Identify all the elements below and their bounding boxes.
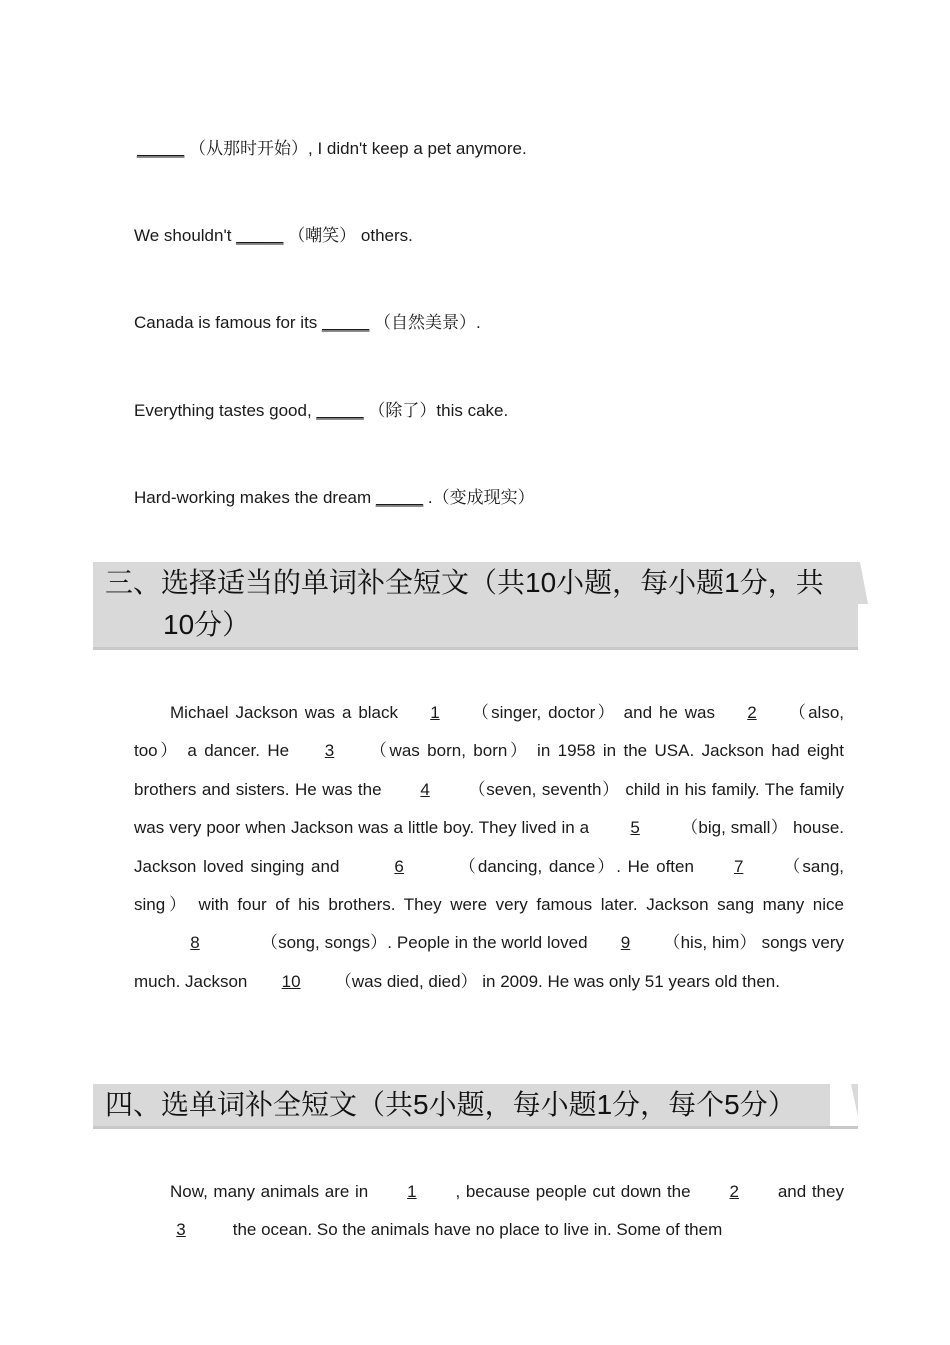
sentence-2 — [134, 225, 413, 247]
passage-text: （his, him） songs very much. Jackson — [134, 933, 844, 991]
answer-gap-3[interactable]: 3 — [176, 1220, 186, 1240]
sentence-before: Canada is famous for its — [134, 313, 323, 332]
answer-gap-1[interactable]: 1 — [407, 1182, 417, 1201]
section-4-header — [93, 1084, 858, 1129]
passage-text: , because people cut down the — [455, 1182, 691, 1201]
answer-gap-5[interactable]: 5 — [630, 818, 640, 838]
sentence-before: Hard-working makes the dream — [134, 488, 376, 507]
section-3-title-line-2: 10分） — [163, 609, 251, 640]
answer-gap-2[interactable]: 2 — [747, 703, 757, 722]
passage-text: （sang, sing） with four of his brothers. They were very famous later. Jackson sang many nice — [134, 856, 844, 915]
section-3-passage — [134, 694, 844, 1001]
passage-text: （also, too） a dancer. He — [134, 703, 845, 761]
passage-text: （song, songs）. People in the world loved — [260, 933, 588, 953]
passage-text: Michael Jackson was a black — [170, 703, 399, 722]
section-3-header — [93, 562, 858, 650]
answer-gap-9[interactable]: 9 — [620, 933, 631, 953]
answer-blank[interactable]: _____ — [322, 313, 370, 332]
answer-gap-10[interactable]: 10 — [281, 971, 301, 991]
sentence-1 — [137, 138, 527, 160]
sentence-after: （嘲笑） others. — [288, 226, 413, 245]
answer-gap-7[interactable]: 7 — [733, 856, 744, 876]
passage-text: （was died, died） in 2009. He was only 51 years old then. — [334, 971, 780, 991]
section-3-title — [93, 562, 858, 646]
section-4-title: 四、选单词补全短文（共5小题，每小题1分，每个5分） — [105, 1089, 796, 1120]
passage-text: Now, many animals are in — [170, 1182, 369, 1201]
section-3-title-line-1: 三、选择适当的单词补全短文（共10小题，每小题1分，共 — [105, 567, 824, 598]
answer-blank[interactable]: _____ — [375, 488, 424, 507]
answer-gap-4[interactable]: 4 — [420, 779, 430, 799]
answer-gap-1[interactable]: 1 — [430, 703, 440, 722]
sentence-after: （自然美景）. — [374, 313, 481, 332]
sentence-after: （从那时开始）, I didn't keep a pet anymore. — [189, 139, 527, 158]
answer-gap-3[interactable]: 3 — [324, 741, 335, 761]
answer-blank[interactable]: _____ — [236, 226, 284, 245]
sentence-before: We shouldn't — [134, 226, 237, 245]
passage-text: （seven, seventh） child in his family. The family was very poor when Jackson was a little boy. They lived in a — [134, 779, 844, 838]
answer-blank[interactable]: _____ — [316, 401, 364, 420]
passage-text: and they — [777, 1182, 844, 1201]
sentence-3 — [134, 312, 481, 334]
answer-gap-2[interactable]: 2 — [729, 1182, 739, 1201]
passage-text: （dancing, dance）. He often — [458, 856, 694, 876]
passage-text: （singer, doctor） and he was — [471, 703, 716, 722]
sentence-4 — [134, 400, 508, 422]
passage-text: the ocean. So the animals have no place to live in. Some of them — [232, 1220, 723, 1240]
sentence-5 — [134, 487, 535, 509]
passage-text: （was born, born） in 1958 in the USA. Jackson had eight brothers and sisters. He was the — [134, 741, 844, 799]
sentence-after: .（变成现实） — [427, 488, 535, 507]
section-4-passage — [134, 1173, 844, 1250]
sentence-after: （除了）this cake. — [368, 401, 509, 420]
sentence-before: Everything tastes good, — [134, 401, 317, 420]
answer-gap-8[interactable]: 8 — [190, 933, 200, 953]
answer-blank[interactable]: _____ — [137, 139, 185, 158]
answer-gap-6[interactable]: 6 — [394, 856, 404, 876]
passage-text: （big, small） house. Jackson loved singing and — [134, 818, 844, 876]
